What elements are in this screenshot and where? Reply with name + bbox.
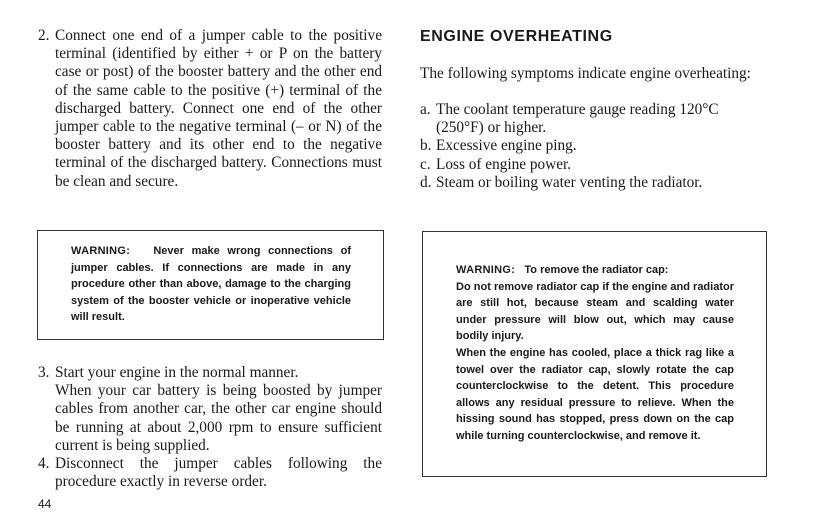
step-2 [38, 27, 382, 191]
radiator-warning-box [422, 231, 767, 477]
step-4-number: 4. [38, 455, 50, 472]
radiator-warning-title: To remove the radiator cap: [524, 264, 669, 276]
jumper-warning-text [71, 243, 351, 326]
overheating-intro: The following symptoms indicate engine overheating: [420, 65, 751, 82]
jumper-warning-body: Never make wrong connections of jumper cables. If connections are made in any procedure other than above, damage to the charging system of the booster vehicle or inoperative vehicle will result. [71, 245, 351, 324]
symptom-item [420, 156, 770, 174]
step-3-text: Start your engine in the normal manner. [55, 364, 299, 381]
radiator-warning-para2: When the engine has cooled, place a thick rag like a towel over the radiator cap, slowly rotate the cap counterclockwise to the detent. This procedure allows any residual pressure to relieve. When the hissing sound has stopped, press down on the cap while turning counterclockwise, and remove it. [456, 346, 734, 442]
symptom-list [420, 101, 770, 192]
step-3-continuation: When your car battery is being boosted by jumper cables from another car, the other car engine should be running at about 2,000 rpm to ensure sufficient current is being supplied. [55, 382, 382, 454]
symptom-item [420, 174, 770, 192]
page-number: 44 [38, 497, 52, 511]
step-3 [38, 364, 382, 455]
jumper-warning-label: WARNING: [71, 245, 131, 257]
step-2-number: 2. [38, 27, 50, 44]
radiator-warning-label: WARNING: [456, 264, 516, 276]
jumper-warning-box [37, 230, 384, 340]
symptom-text: The coolant temperature gauge reading 120°C (250°F) or higher. [436, 101, 719, 137]
radiator-warning-text [456, 262, 734, 445]
step-4 [38, 455, 382, 491]
step-3-number: 3. [38, 364, 50, 381]
symptom-letter: c. [420, 155, 431, 173]
symptom-item [420, 137, 770, 155]
symptom-text: Loss of engine power. [436, 155, 572, 173]
symptom-text: Excessive engine ping. [436, 137, 577, 155]
symptom-text: Steam or boiling water venting the radiator. [436, 173, 703, 191]
step-4-text: Disconnect the jumper cables following the procedure exactly in reverse order. [55, 455, 382, 491]
radiator-warning-para1: Do not remove radiator cap if the engine and radiator are still hot, because steam and scalding water under pressure will blow out, which may cause bodily injury. [456, 280, 734, 343]
symptom-item [420, 101, 770, 137]
section-heading: ENGINE OVERHEATING [420, 28, 613, 45]
symptom-letter: b. [420, 137, 432, 155]
symptom-letter: a. [420, 101, 431, 118]
symptom-letter: d. [420, 173, 432, 191]
step-2-text: Connect one end of a jumper cable to the positive terminal (identified by either + or P on the battery case or post) of the booster battery and the other end of the same cable to the positive (+) terminal of the discharged battery. Connect one end of the other jumper cable to the negative terminal (– or N) of the booster battery and its other end to the negative terminal of the discharged battery. Connections must be clean and secure. [55, 27, 382, 190]
